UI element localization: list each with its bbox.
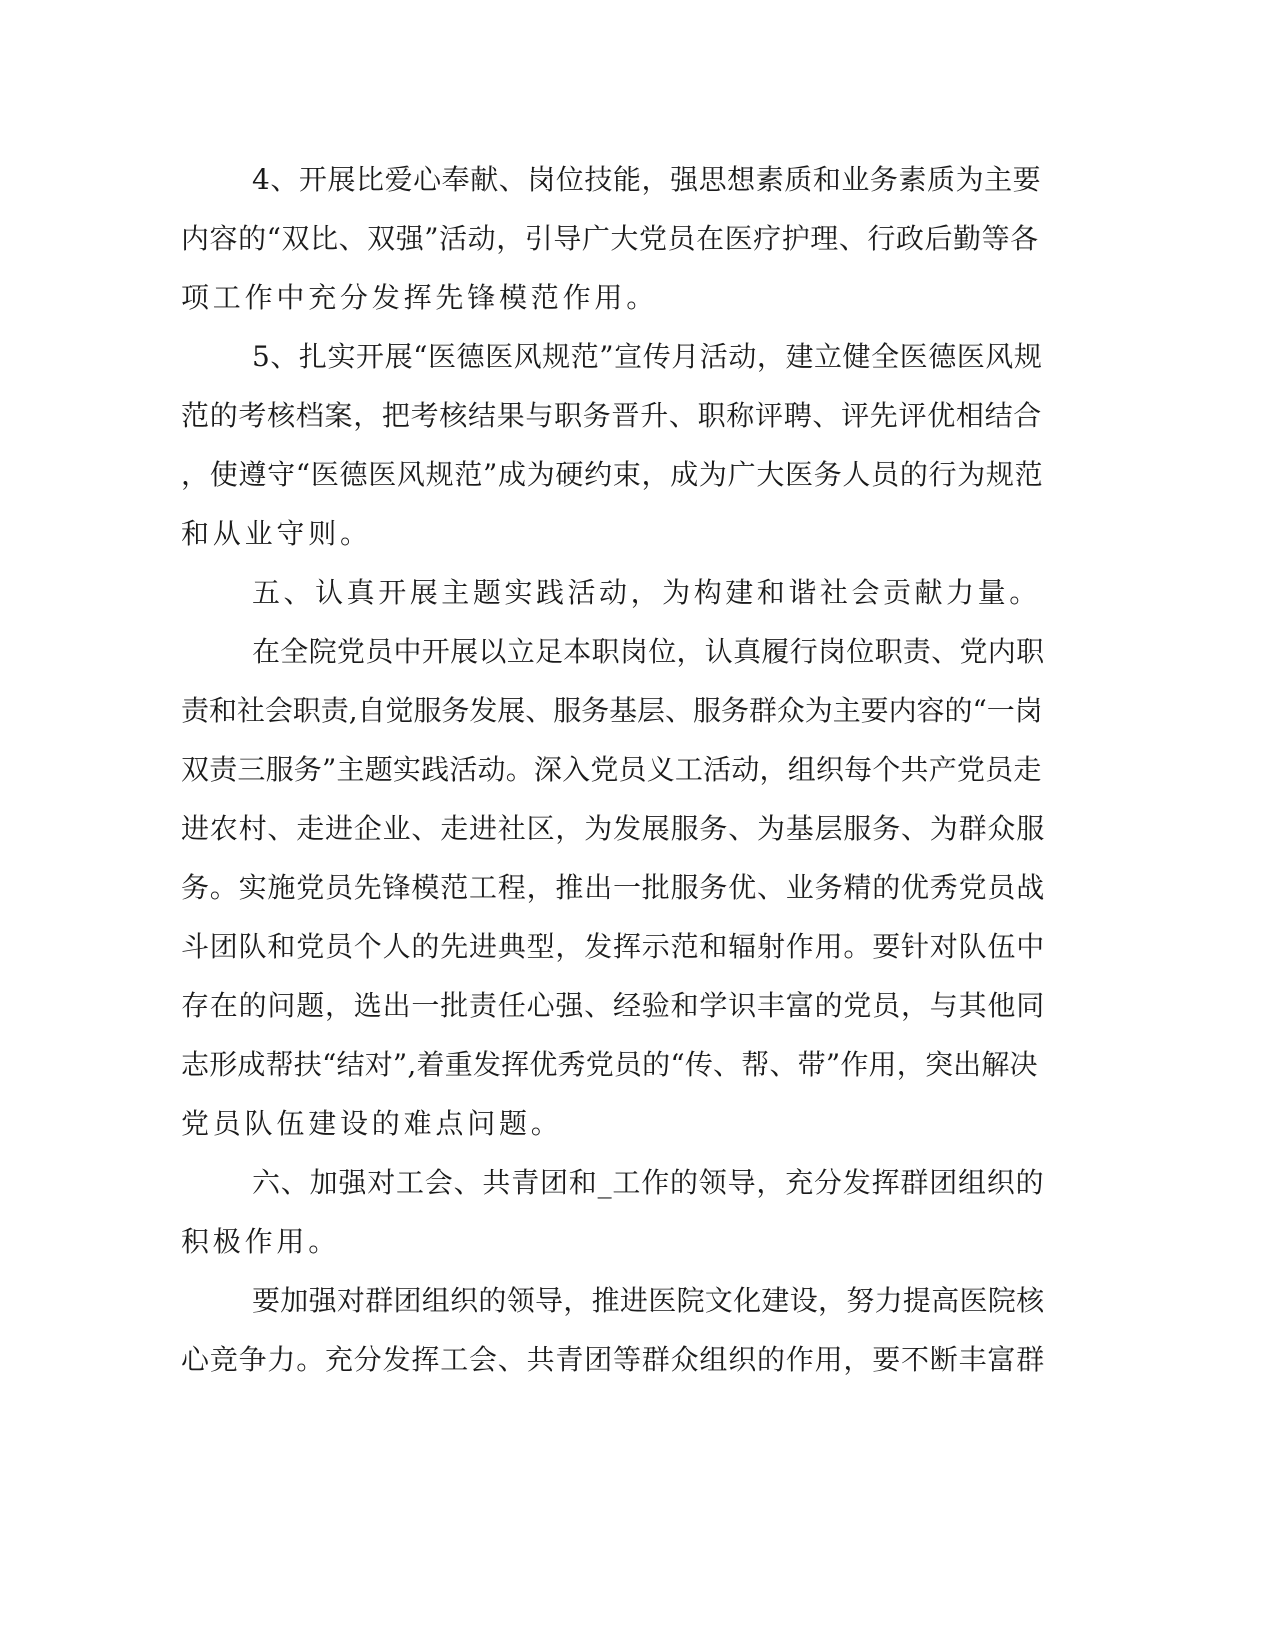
text-line: 斗团队和党员个人的先进典型，发挥示范和辐射作用。要针对队伍中 xyxy=(181,930,1046,963)
text-line: 和从业守则。 xyxy=(181,517,372,550)
text-line: 内容的“双比、双强”活动，引导广大党员在医疗护理、行政后勤等各 xyxy=(181,222,1039,255)
text-line: 务。实施党员先锋模范工程，推出一批服务优、业务精的优秀党员战 xyxy=(181,871,1046,904)
text-line: 4、开展比爱心奉献、岗位技能，强思想素质和业务素质为主要 xyxy=(252,163,1042,196)
text-line: 在全院党员中开展以立足本职岗位，认真履行岗位职责、党内职 xyxy=(252,635,1045,668)
text-line: 要加强对群团组织的领导，推进医院文化建设，努力提高医院核 xyxy=(252,1284,1045,1317)
text-line: 责和社会职责,自觉服务发展、服务基层、服务群众为主要内容的“一岗 xyxy=(181,694,1043,727)
text-line: 心竞争力。充分发挥工会、共青团等群众组织的作用，要不断丰富群 xyxy=(181,1343,1046,1376)
text-line: 项工作中充分发挥先锋模范作用。 xyxy=(181,281,659,314)
text-line: 党员队伍建设的难点问题。 xyxy=(181,1107,563,1140)
text-line: ，使遵守“医德医风规范”成为硬约束，成为广大医务人员的行为规范 xyxy=(181,458,1044,491)
text-line: 范的考核档案，把考核结果与职务晋升、职称评聘、评先评优相结合 xyxy=(181,399,1043,432)
text-line: 5、扎实开展“医德医风规范”宣传月活动，建立健全医德医风规 xyxy=(252,340,1043,373)
section-heading-5: 五、认真开展主题实践活动，为构建和谐社会贡献力量。 xyxy=(252,576,1041,609)
text-line: 志形成帮扶“结对”,着重发挥优秀党员的“传、帮、带”作用，突出解决 xyxy=(181,1048,1038,1081)
text-line: 进农村、走进企业、走进社区，为发展服务、为基层服务、为群众服 xyxy=(181,812,1046,845)
section-heading-6: 六、加强对工会、共青团和_工作的领导，充分发挥群团组织的 xyxy=(252,1166,1045,1199)
text-line: 双责三服务”主题实践活动。深入党员义工活动，组织每个共产党员走 xyxy=(181,753,1042,786)
text-line: 存在的问题，选出一批责任心强、经验和学识丰富的党员，与其他同 xyxy=(181,989,1046,1022)
text-line: 积极作用。 xyxy=(181,1225,341,1258)
